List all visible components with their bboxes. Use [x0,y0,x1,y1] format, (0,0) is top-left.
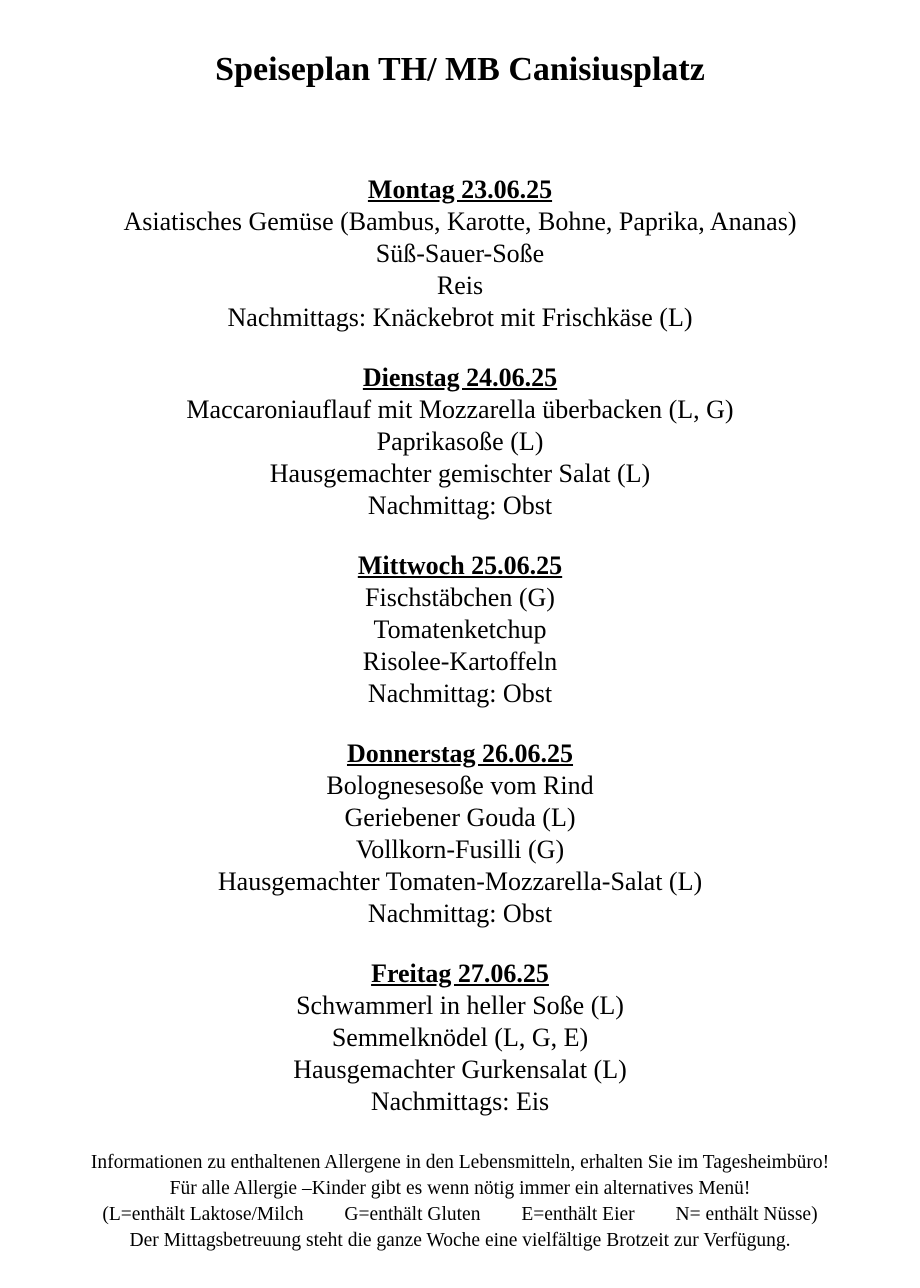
legend-nuts: N= enthält Nüsse) [675,1204,818,1225]
menu-item: Schwammerl in heller Soße (L) [296,991,624,1020]
menu-item: Hausgemachter gemischter Salat (L) [269,459,651,488]
menu-item: Risolee-Kartoffeln [362,647,558,676]
menu-item: Hausgemachter Gurkensalat (L) [293,1055,627,1084]
day-thursday [0,738,920,930]
menu-item: Nachmittag: Obst [367,491,553,520]
day-heading: Mittwoch 25.06.25 [357,551,563,580]
menu-item: Vollkorn-Fusilli (G) [355,835,565,864]
day-heading: Donnerstag 26.06.25 [346,739,574,768]
menu-item: Paprikasoße (L) [376,427,544,456]
menu-item: Bolognesesoße vom Rind [326,771,594,800]
menu-item: Tomatenketchup [373,615,547,644]
day-friday [0,958,920,1118]
brotzeit-note: Der Mittagsbetreuung steht die ganze Woche eine vielfältige Brotzeit zur Verfügung. [129,1230,791,1251]
allergen-info: Informationen zu enthaltenen Allergene in den Lebensmitteln, erhalten Sie im Tagesheimbüro! [90,1152,830,1173]
day-heading: Montag 23.06.25 [367,175,553,204]
day-tuesday [0,362,920,522]
menu-item: Nachmittag: Obst [367,679,553,708]
menu-item: Geriebener Gouda (L) [344,803,576,832]
day-heading: Dienstag 24.06.25 [362,363,558,392]
day-heading: Freitag 27.06.25 [371,959,549,988]
menu-item: Nachmittags: Eis [370,1087,550,1116]
allergen-legend [0,1202,920,1228]
legend-lactose: (L=enthält Laktose/Milch [102,1204,304,1225]
menu-item: Reis [436,271,484,300]
legend-eggs: E=enthält Eier [521,1204,635,1225]
page-title: Speiseplan TH/ MB Canisiusplatz [215,51,705,88]
menu-item: Maccaroniauflauf mit Mozzarella überbacken (L, G) [186,395,734,424]
footer-notes [0,1150,920,1254]
menu-item: Nachmittags: Knäckebrot mit Frischkäse (L) [227,303,693,332]
menu-item: Süß-Sauer-Soße [375,239,545,268]
menu-item: Asiatisches Gemüse (Bambus, Karotte, Bohne, Paprika, Ananas) [123,207,797,236]
weekly-menu [0,174,920,1146]
menu-item: Semmelknödel (L, G, E) [331,1023,589,1052]
day-wednesday [0,550,920,710]
legend-gluten: G=enthält Gluten [344,1204,481,1225]
menu-item: Hausgemachter Tomaten-Mozzarella-Salat (L) [217,867,703,896]
menu-item: Fischstäbchen (G) [365,583,555,612]
day-monday [0,174,920,334]
menu-item: Nachmittag: Obst [367,899,553,928]
alternative-menu-note: Für alle Allergie –Kinder gibt es wenn nötig immer ein alternatives Menü! [169,1178,751,1199]
